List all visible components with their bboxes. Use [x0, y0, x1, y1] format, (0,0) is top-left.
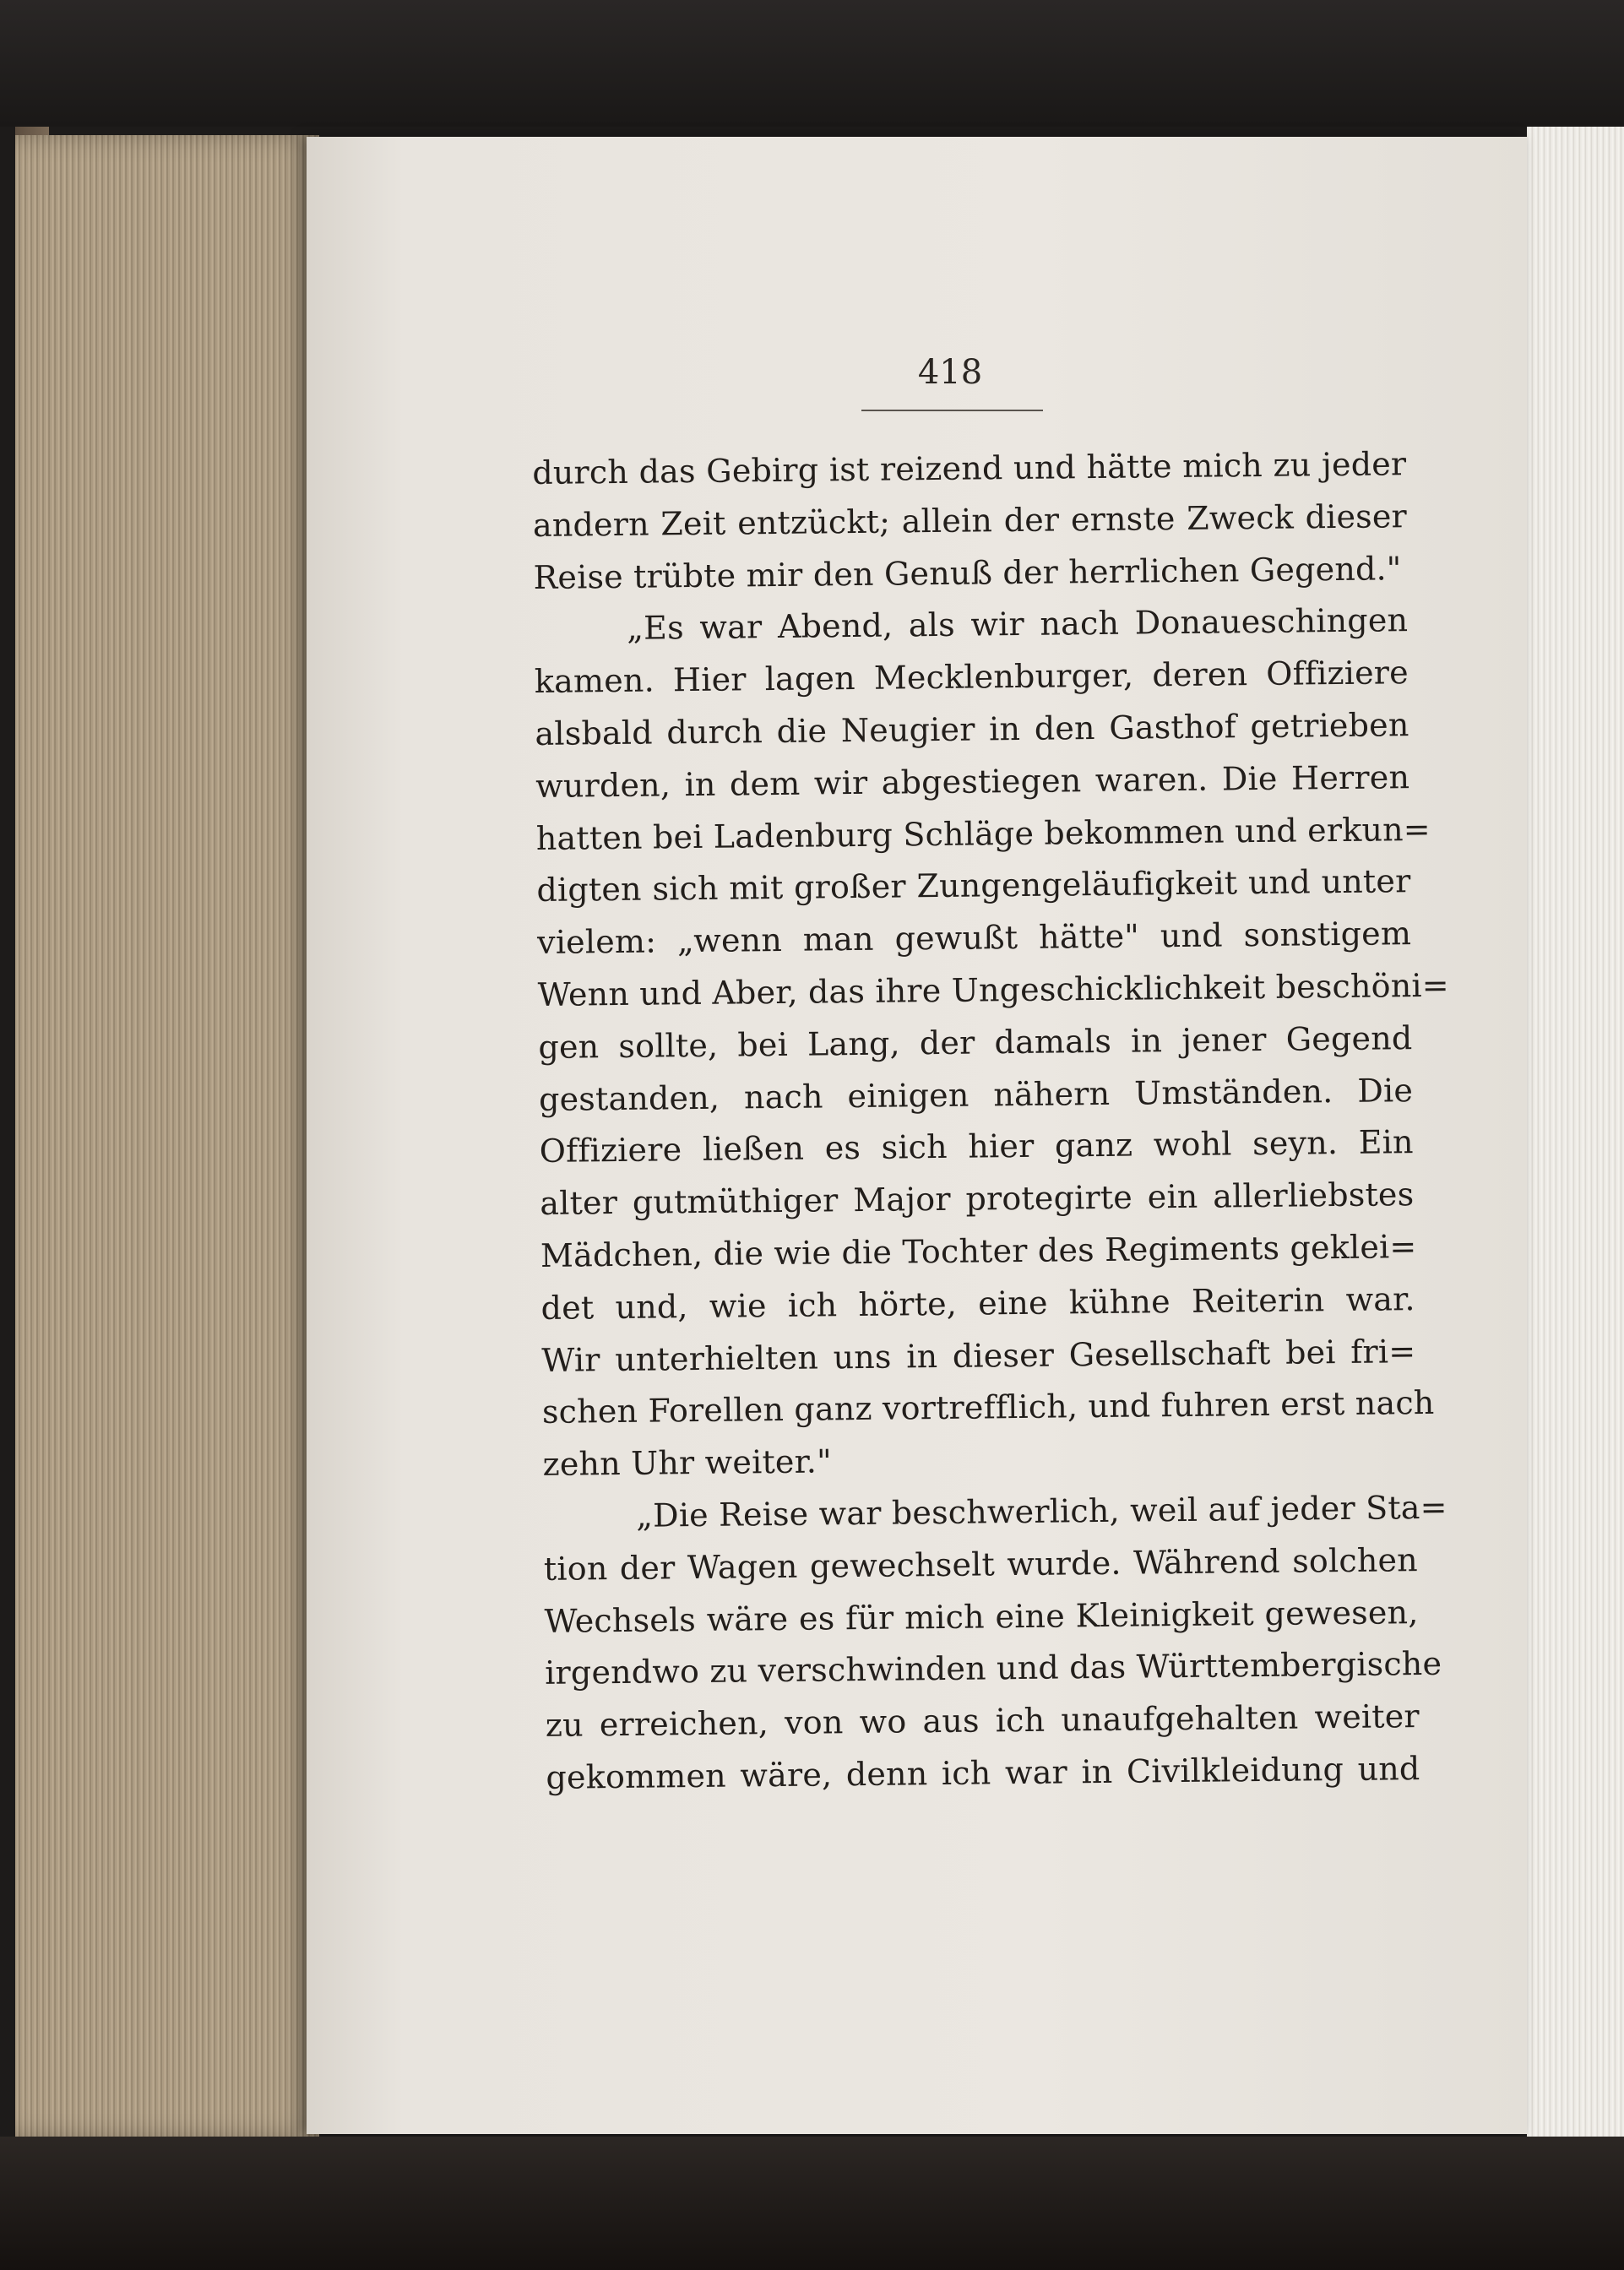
text-line: digten sich mit großer Zungengeläufigkeit und unter [536, 862, 1411, 910]
background-top [0, 0, 1624, 127]
text-line: alter gutmüthiger Major protegirte ein allerliebstes [540, 1176, 1415, 1223]
text-line: hatten bei Ladenburg Schläge bekommen und erkun= [535, 810, 1431, 857]
text-line: zehn Uhr weiter." [542, 1442, 832, 1484]
text-line: kamen. Hier lagen Mecklenburger, deren Offiziere [534, 654, 1409, 701]
text-line: tion der Wagen gewechselt wurde. Während solchen [543, 1540, 1419, 1588]
text-line: wurden, in dem wir abgestiegen waren. Die Herren [535, 758, 1410, 805]
text-line: Reise trübte mir den Genuß der herrlichen Gegend." [533, 549, 1402, 596]
background-bottom [0, 2137, 1624, 2270]
text-line: gestanden, nach einigen nähern Umständen. Die [538, 1071, 1414, 1118]
text-line: det und, wie ich hörte, eine kühne Reiterin war. [540, 1279, 1415, 1327]
text-line: Wechsels wäre es für mich eine Kleinigkeit gewesen, [544, 1593, 1419, 1640]
text-line: schen Forellen ganz vortrefflich, und fuhren erst nach [541, 1384, 1435, 1431]
text-line: gekommen wäre, denn ich war in Civilkleidung und [546, 1749, 1420, 1796]
text-line: gen sollte, bei Lang, der damals in jener Gegend [538, 1018, 1413, 1066]
text-line: Wenn und Aber, das ihre Ungeschicklichkeit beschöni= [537, 966, 1450, 1013]
text-line: Offiziere ließen es sich hier ganz wohl seyn. Ein [539, 1123, 1414, 1170]
text-line: vielem: „wenn man gewußt hätte" und sonstigem [536, 915, 1412, 962]
text-line: „Die Reise war beschwerlich, weil auf jeder Sta= [636, 1488, 1447, 1534]
text-line: durch das Gebirg ist reizend und hätte mich zu jeder [532, 445, 1407, 491]
text-line: alsbald durch die Neugier in den Gasthof getrieben [535, 706, 1409, 752]
text-line: Wir unterhielten uns in dieser Gesellschaft bei fri= [541, 1332, 1416, 1379]
text-line: andern Zeit entzückt; allein der ernste Zweck dieser [532, 497, 1408, 544]
header-rule [861, 410, 1043, 411]
text-line: irgendwo zu verschwinden und das Württembergische [544, 1645, 1442, 1692]
text-line: Mädchen, die wie die Tochter des Regiments geklei= [540, 1228, 1417, 1274]
page-number: 418 [917, 353, 983, 392]
text-line: zu erreichen, von wo aus ich unaufgehalten weiter [545, 1697, 1420, 1745]
facing-page-edge [1527, 127, 1624, 2137]
body-text [532, 438, 1450, 1804]
text-line: „Es war Abend, als wir nach Donaueschingen [627, 601, 1409, 648]
page-stack [15, 135, 319, 2137]
